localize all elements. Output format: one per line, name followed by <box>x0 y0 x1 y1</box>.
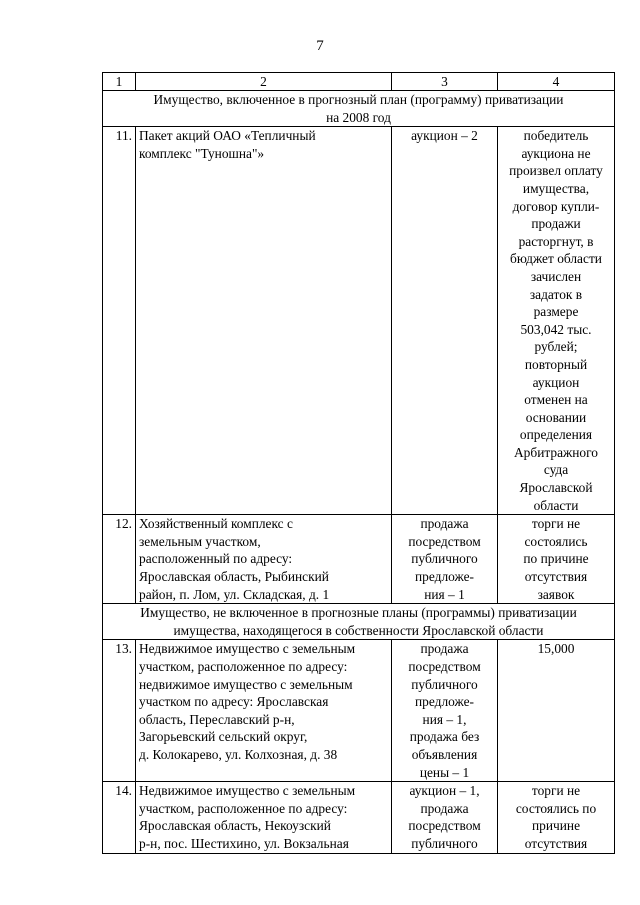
sale-method-line: продажа <box>420 516 469 532</box>
table-header-row <box>103 73 615 91</box>
privatization-table <box>102 72 615 854</box>
sale-method-line: посредством <box>408 659 481 674</box>
property-name-line: расположенный по адресу: <box>139 551 293 567</box>
sale-method-line: публичного <box>411 676 478 692</box>
page-number: 7 <box>316 38 324 54</box>
sale-method <box>392 640 498 782</box>
table-row <box>103 515 615 604</box>
sale-result-line: отсутствия <box>524 569 588 585</box>
sale-result-line: отменен на <box>524 392 588 408</box>
row-number: 12. <box>103 515 136 604</box>
sale-method-line: предложе- <box>415 694 474 710</box>
sale-result-line: заявок <box>537 586 575 602</box>
sale-result-line: 503,042 тыс. <box>520 321 592 337</box>
sale-method-line: предложе- <box>415 569 474 585</box>
column-number-2: 2 <box>136 73 392 91</box>
property-name-line: Пакет акций ОАО «Тепличный <box>139 128 316 144</box>
column-number-4: 4 <box>498 73 615 91</box>
property-name-line: Недвижимое имущество с земельным <box>139 783 356 799</box>
sale-result-line: задаток в <box>529 286 583 302</box>
sale-result <box>498 127 615 515</box>
sale-method <box>392 127 498 515</box>
table-row <box>103 782 615 853</box>
sale-method-line: продажа <box>420 641 469 657</box>
section-title-line: Имущество, включенное в прогнозный план (программу) приватизации <box>153 92 564 107</box>
property-name-line: Хозяйственный комплекс с <box>139 516 293 532</box>
sale-result-line: расторгнут, в <box>518 233 594 249</box>
property-name-line: область, Переславский р-н, <box>139 711 295 727</box>
sale-method-line: публичного <box>411 551 478 567</box>
sale-result-line: 15,000 <box>537 641 575 657</box>
property-name-line: участком по адресу: Ярославская <box>139 694 329 710</box>
property-name-line: Ярославская область, Рыбинский <box>139 569 329 585</box>
property-name <box>136 515 392 604</box>
table-row <box>103 640 615 782</box>
sale-result-line: договор купли- <box>512 198 600 214</box>
table-row <box>103 127 615 515</box>
section-title-line: на 2008 год <box>326 109 391 125</box>
sale-method-line: ния – 1 <box>424 586 465 602</box>
section-header-row <box>103 91 615 127</box>
sale-result-line: состоялись <box>524 533 588 549</box>
sale-method-line: продажа <box>420 800 469 816</box>
sale-result-line: повторный <box>524 356 588 372</box>
section-header-row <box>103 604 615 640</box>
sale-method-line: аукцион – 1, <box>409 783 480 799</box>
sale-result <box>498 640 615 782</box>
property-name-line: участком, расположенное по адресу: <box>139 659 348 674</box>
row-number: 11. <box>103 127 136 515</box>
property-name-line: участком, расположенное по адресу: <box>139 800 348 816</box>
sale-result-line: по причине <box>523 551 589 567</box>
property-name-line: Загорьевский сельский округ, <box>139 729 308 745</box>
sale-result-line: суда <box>543 462 569 478</box>
row-number: 14. <box>103 782 136 853</box>
column-number-1: 1 <box>103 73 136 91</box>
property-name-line: недвижимое имущество с земельным <box>139 676 353 692</box>
sale-result-line: Арбитражного <box>514 444 598 460</box>
sale-result-line: причине <box>531 818 581 834</box>
sale-method-line: ния – 1, <box>422 711 467 727</box>
sale-method-line: публичного <box>411 835 478 851</box>
sale-result-line: Ярославской <box>519 480 593 496</box>
sale-result-line: основании <box>525 409 587 425</box>
property-name-line: земельным участком, <box>139 533 261 549</box>
sale-result-line: имущества, <box>522 180 590 196</box>
property-name-line: Ярославская область, Некоузский <box>139 818 331 834</box>
property-name-line: комплекс "Туношна"» <box>139 145 265 161</box>
sale-result-line: произвел оплату <box>509 163 603 179</box>
sale-result-line: бюджет области <box>510 251 602 267</box>
sale-result-line: состоялись по <box>515 800 597 816</box>
section-title-line: Имущество, не включенное в прогнозные планы (программы) приватизации <box>140 605 577 621</box>
sale-method <box>392 782 498 853</box>
sale-result-line: торги не <box>531 516 581 532</box>
sale-method-line: продажа без <box>409 729 480 745</box>
property-name-line: Недвижимое имущество с земельным <box>139 641 356 657</box>
sale-method-line: посредством <box>408 818 481 834</box>
sale-result-line: аукциона не <box>521 145 591 161</box>
property-name-line: д. Колокарево, ул. Колхозная, д. 38 <box>139 746 338 762</box>
section-title-line: имущества, находящегося в собственности Ярославской области <box>173 622 544 638</box>
sale-result-line: области <box>533 497 579 513</box>
sale-result-line: зачислен <box>530 268 582 284</box>
property-name-line: р-н, пос. Шестихино, ул. Вокзальная <box>139 835 349 851</box>
sale-method-line: объявления <box>411 746 478 762</box>
row-number: 13. <box>103 640 136 782</box>
section-title <box>103 604 615 640</box>
sale-method-line: посредством <box>408 533 481 549</box>
sale-result-line: торги не <box>531 783 581 799</box>
sale-result-line: определения <box>519 427 593 443</box>
property-name <box>136 640 392 782</box>
property-name <box>136 127 392 515</box>
column-number-3: 3 <box>392 73 498 91</box>
sale-result <box>498 515 615 604</box>
sale-result-line: продажи <box>531 216 581 232</box>
sale-method-line: цены – 1 <box>419 764 470 780</box>
property-name <box>136 782 392 853</box>
sale-result-line: победитель <box>523 128 589 144</box>
sale-result-line: аукцион <box>532 374 580 390</box>
sale-method-line: аукцион – 2 <box>411 128 478 144</box>
sale-result <box>498 782 615 853</box>
property-name-line: район, п. Лом, ул. Складская, д. 1 <box>139 586 330 602</box>
section-title <box>103 91 615 127</box>
sale-method <box>392 515 498 604</box>
sale-result-line: отсутствия <box>524 835 588 851</box>
sale-result-line: рублей; <box>534 339 578 355</box>
sale-result-line: размере <box>533 304 579 320</box>
